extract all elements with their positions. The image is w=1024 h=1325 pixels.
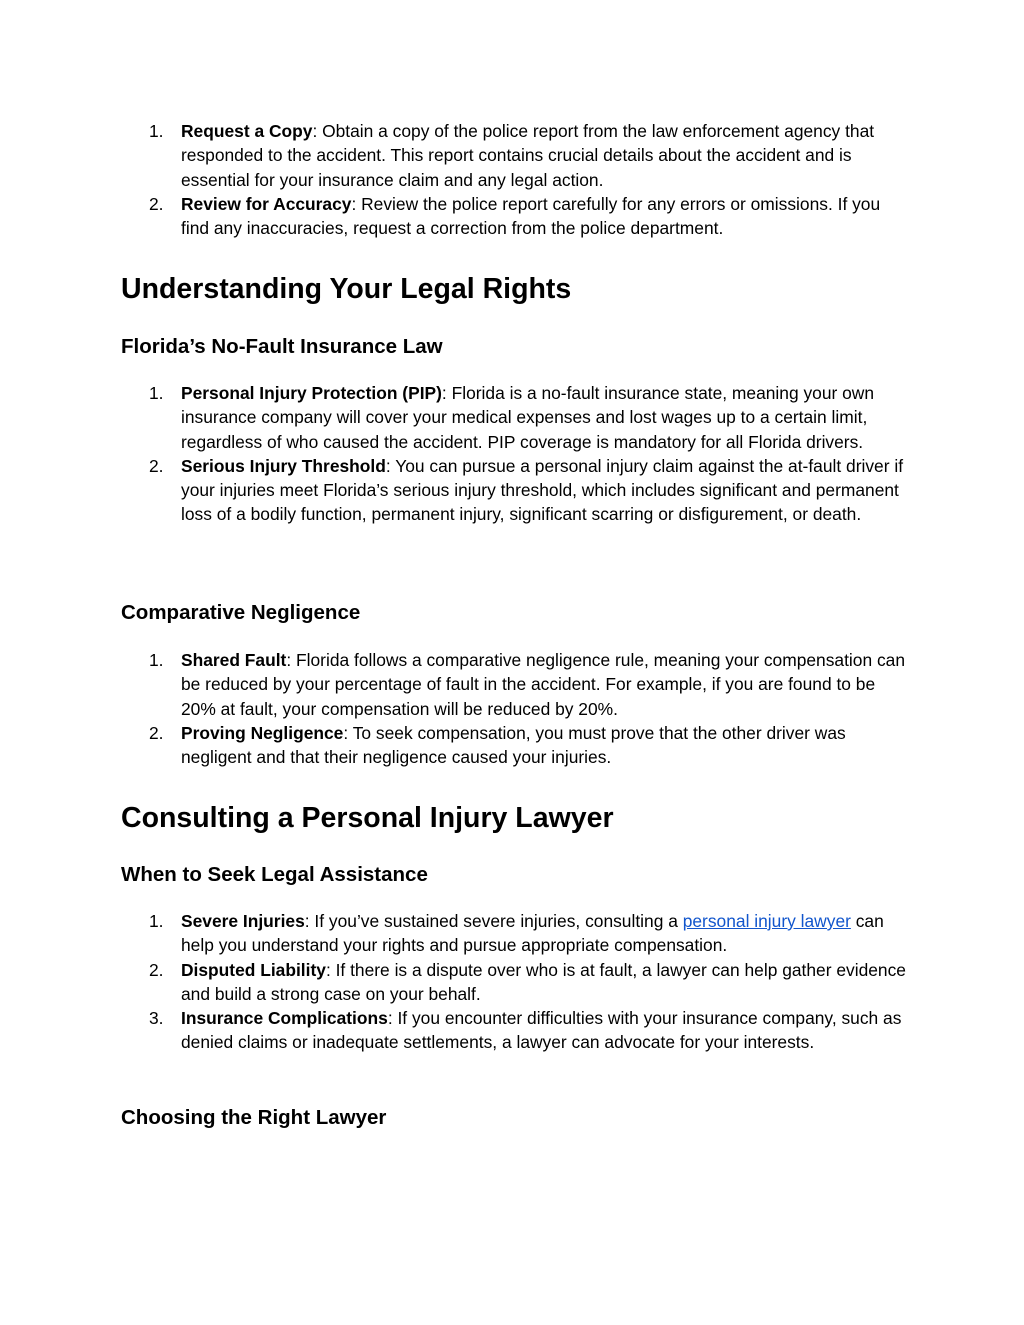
list-item: [0, 1006, 906, 1055]
list-item: [0, 381, 906, 454]
list-item-text: : You can pursue a personal injury claim against the at-fault driver if your injuries meet Florida’s serious injury threshold, which includes significant and permanent loss of a bodily function, permanent injury, significant scarring or disfigurement, or death.: [181, 455, 904, 525]
negligence-list: [0, 648, 1024, 769]
list-number: 1.: [149, 911, 164, 931]
list-number: 1.: [149, 383, 164, 403]
list-item-term: Severe Injuries: [181, 911, 305, 931]
list-item: [0, 721, 906, 770]
list-item-text: : Florida is a no-fault insurance state, meaning your own insurance company will cover your medical expenses and lost wages up to a certain limit, regardless of who caused the accident. PIP coverage is mandatory for all Florida drivers.: [181, 383, 875, 452]
list-number: 2.: [149, 959, 164, 980]
list-item-text: : Florida follows a comparative negligence rule, meaning your compensation can be reduced by your percentage of fault in the accident. For example, if you are found to be 20% at fault, your compensation will be reduced by 20%.: [181, 650, 906, 719]
list-item-term: Personal Injury Protection (PIP): [181, 383, 442, 403]
list-item: [0, 454, 906, 527]
list-item: [0, 192, 906, 241]
list-item-text: : Review the police report carefully for any errors or omissions. If you find any inaccuracies, request a correction from the police department.: [181, 193, 881, 239]
list-item-term: Request a Copy: [181, 121, 313, 141]
list-item-text: : If you’ve sustained severe injuries, consulting a: [304, 911, 683, 931]
list-item-term: Serious Injury Threshold: [181, 455, 386, 476]
section-heading-consulting-lawyer: Consulting a Personal Injury Lawyer: [121, 802, 614, 834]
subheading-choosing-lawyer: Choosing the Right Lawyer: [121, 1106, 387, 1129]
list-item-term: Review for Accuracy: [181, 193, 352, 214]
subheading-comparative-negligence: Comparative Negligence: [121, 601, 361, 624]
list-item: [0, 648, 906, 721]
police-report-steps-list: [0, 119, 1024, 240]
list-item-term: Proving Negligence: [181, 722, 344, 743]
list-number: 2.: [149, 722, 164, 743]
list-number: 3.: [149, 1008, 164, 1029]
list-item-text: : To seek compensation, you must prove that the other driver was negligent and that their negligence caused your injuries.: [181, 722, 846, 768]
list-item: [0, 909, 906, 958]
list-item-text: : If you encounter difficulties with your insurance company, such as denied claims or inadequate settlements, a lawyer can advocate for your interests.: [181, 1008, 902, 1053]
list-item-text-after: can help you understand your rights and pursue appropriate compensation.: [181, 911, 884, 956]
list-number: 2.: [149, 455, 164, 476]
list-number: 1.: [149, 121, 164, 141]
list-item-term: Insurance Complications: [181, 1008, 388, 1029]
section-heading-legal-rights: Understanding Your Legal Rights: [121, 273, 572, 305]
list-item-text: : Obtain a copy of the police report from the law enforcement agency that responded to the accident. This report contains crucial details about the accident and is essential for your insurance claim and any legal action.: [181, 121, 875, 190]
subheading-when-to-seek: When to Seek Legal Assistance: [121, 863, 428, 886]
list-number: 1.: [149, 650, 164, 670]
list-item-term: Disputed Liability: [181, 959, 326, 980]
personal-injury-lawyer-link[interactable]: personal injury lawyer: [682, 911, 851, 931]
list-item: [0, 119, 906, 192]
list-item-text: : If there is a dispute over who is at fault, a lawyer can help gather evidence and build a strong case on your behalf.: [181, 959, 906, 1004]
subheading-no-fault-law: Florida’s No-Fault Insurance Law: [121, 335, 443, 358]
list-number: 2.: [149, 193, 164, 214]
list-item: [0, 958, 906, 1007]
no-fault-list: [0, 381, 1024, 527]
legal-assistance-list: [0, 909, 1024, 1055]
list-item-term: Shared Fault: [181, 650, 287, 670]
